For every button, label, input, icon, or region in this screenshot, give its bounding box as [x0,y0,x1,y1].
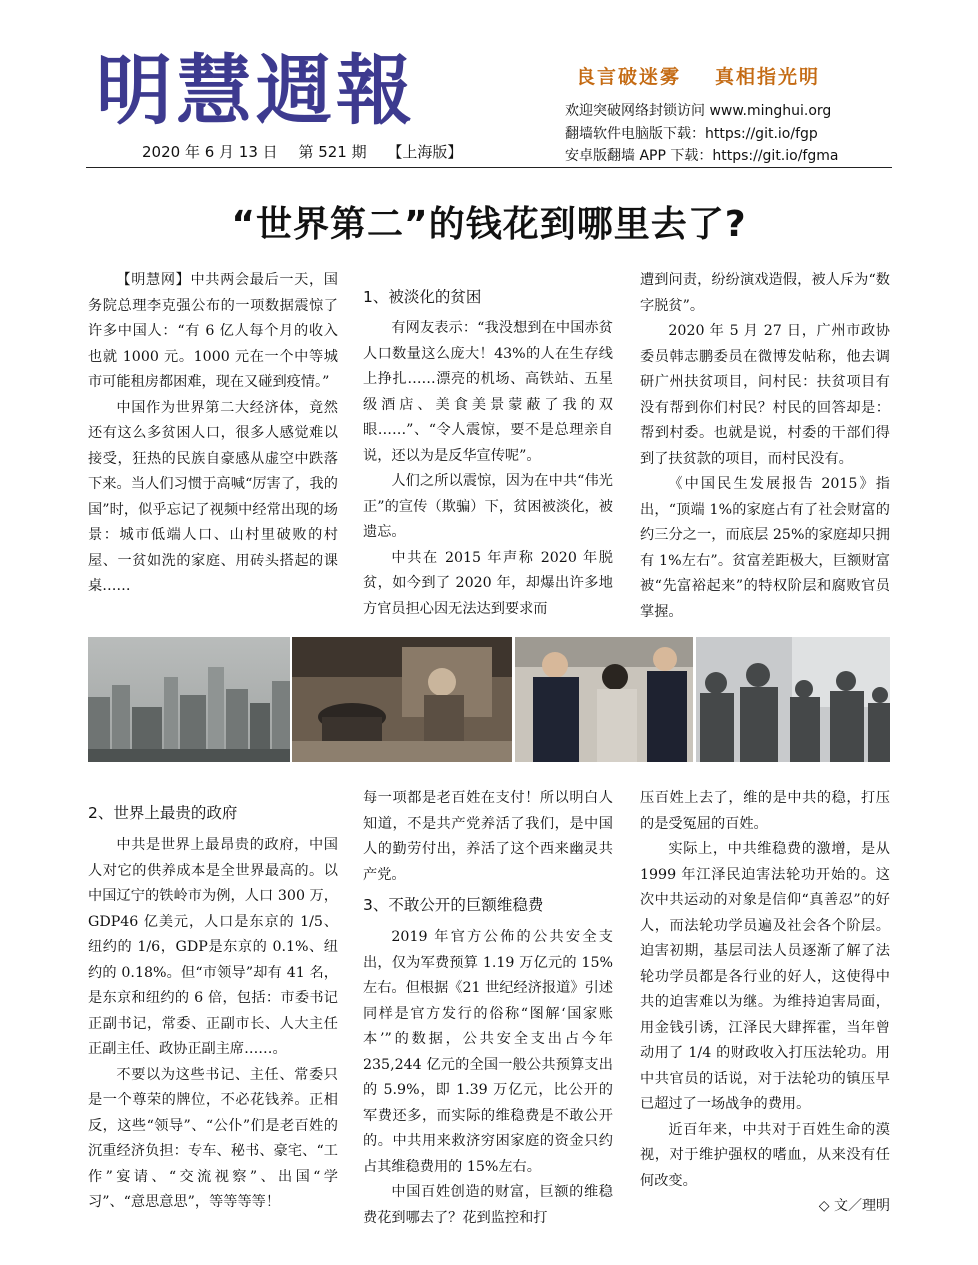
paragraph: 有网友表示：“我没想到在中国赤贫人口数量这么庞大！43%的人在生存线上挣扎……漂亮的机场、高铁站、五星级酒店、美食美景蒙蔽了我的双眼……”、“令人震惊，要不是总理亲自说，还以为是反华宣传呢”。 [363,320,613,464]
slogan-right: 真相指光明 [715,66,821,88]
top-column-3 [640,268,890,625]
issue-number: 第 521 期 [298,143,367,161]
android-download-link[interactable]: 安卓版翻墙 APP 下载：https://git.io/fgma [565,148,839,164]
paragraph: 人们之所以震惊，因为在中共“伟光正”的宣传（欺骗）下，贫困被淡化，被遗忘。 [363,473,613,540]
masthead-title: 明慧週報 [96,46,416,135]
slogan-left: 良言破迷雾 [576,66,682,88]
top-column-2 [363,285,613,622]
paragraph: 中共是世界上最昂贵的政府，中国人对它的供养成本是全世界最高的。以中国辽宁的铁岭市为例，人口 300 万，GDP46 亿美元，人口是东京的 1/5、纽约的 1/6，GDP是东京的 0.1%、纽约的 0.18%。但“市领导”却有 41 名，是东京和纽约的 6 倍，包括：市委书记正副书记，常委、正副市长、人大主任正副主任、政协正副主席……。 [88,837,338,1057]
bottom-column-1 [88,801,338,1216]
paragraph: 2020 年 5 月 27 日，广州市政协委员韩志鹏委员在微博发帖称，他去调研广州扶贫项目，问村民：扶贫项目有没有帮到你们村民？村民的回答却是：帮到村委。也就是说，村委的干部们得到了扶贫款的项目，而村民没有。 [640,323,890,467]
photo-police-silhouettes [696,637,890,762]
photo-poor-household [292,637,512,762]
section-heading-2: 2、世界上最贵的政府 [88,804,238,822]
photo-police-arrest [515,637,693,762]
paragraph: 压百姓上去了，维的是中共的稳，打压的是受冤屈的百姓。 [640,790,890,832]
section-heading-3: 3、不敢公开的巨额维稳费 [363,896,544,914]
issue-edition: 【上海版】 [387,143,463,161]
paragraph: 《中国民生发展报告 2015》指出，“顶端 1%的家庭占有了社会财富的约三分之一，而底层 25%的家庭却只拥有 1%左右”。贫富差距极大，巨额财富被“先富裕起来”的特权阶层和腐败官员掌握。 [640,476,890,620]
bottom-column-3 [640,786,890,1220]
website-link[interactable]: 欢迎突破网络封锁访问 www.minghui.org [565,103,832,119]
slogan [576,62,820,89]
paragraph: 不要以为这些书记、主任、常委只是一个尊荣的牌位，不必花钱养。正相反，这些“领导”、“公仆”们是老百姓的沉重经济负担：专车、秘书、豪宅、“工作”宴请、“交流视察”、出国“学习”、“意思意思”，等等等等！ [88,1066,338,1210]
paragraph: 2019 年官方公佈的公共安全支出，仅为军费预算 1.19 万亿元的 15%左右。但根据《21 世纪经济报道》引述同样是官方发行的俗称“图解‘国家账本’”的数据，公共安全支出占今年 235,244 亿元的全国一般公共预算支出的 5.9%，即 1.39 万亿元，比公开的军费还多，而实际的维稳费是不敢公开的。中共用来救济穷困家庭的资金只约占其维稳费用的 15%左右。 [363,929,613,1175]
paragraph: 中国作为世界第二大经济体，竟然还有这么多贫困人口，很多人感觉难以接受，狂热的民族自豪感从虚空中跌落下来。当人们习惯于高喊“厉害了，我的国”时，似乎忘记了视频中经常出现的场景：城市低端人口、山村里破败的村屋、一贫如洗的家庭、用砖头搭起的课桌…… [88,399,338,594]
top-column-1 [88,268,338,600]
paragraph: 实际上，中共维稳费的激增，是从 1999 年江泽民迫害法轮功开始的。这次中共运动的对象是信仰“真善忍”的好人，而法轮功学员遍及社会各个阶层。迫害初期，基层司法人员逐渐了解了法轮功学员都是各行业的好人，这使得中共的迫害难以为继。为维持迫害局面，用金钱引诱，江泽民大肆挥霍，当年曾动用了 1/4 的财政收入打压法轮功。用中共官员的话说，对于法轮功的镇压早已超过了一场战争的费用。 [640,841,890,1112]
headline: “世界第二”的钱花到哪里去了? [231,204,747,245]
desktop-download-link[interactable]: 翻墙软件电脑版下载：https://git.io/fgp [565,126,818,142]
bottom-column-2 [363,786,613,1231]
paragraph: 每一项都是老百姓在支付！所以明白人知道，不是共产党养活了我们，是中国人的勤劳付出，养活了这个西来幽灵共产党。 [363,790,613,883]
paragraph: 中国百姓创造的财富，巨额的维稳费花到哪去了？花到监控和打 [363,1184,613,1226]
section-heading-1: 1、被淡化的贫困 [363,288,482,306]
paragraph: 【明慧网】中共两会最后一天，国务院总理李克强公布的一项数据震惊了许多中国人：“有 6 亿人每个月的收入也就 1000 元。1000 元在一个中等城市可能租房都困难，现在又碰到疫情。” [88,272,338,390]
issue-dateline [142,141,478,162]
header-divider [86,167,892,168]
author-signature: ◇ 文／理明 [818,1198,890,1214]
paragraph: 遭到问责，纷纷演戏造假，被人斥为“数字脱贫”。 [640,272,890,314]
paragraph: 近百年来，中共对于百姓生命的漠视，对于维护强权的嗜血，从来没有任何改变。 [640,1121,890,1189]
issue-date: 2020 年 6 月 13 日 [142,143,278,161]
paragraph: 中共在 2015 年声称 2020 年脱贫，如今到了 2020 年，却爆出许多地方官员担心因无法达到要求而 [363,549,613,617]
photo-smoggy-city [88,637,290,762]
